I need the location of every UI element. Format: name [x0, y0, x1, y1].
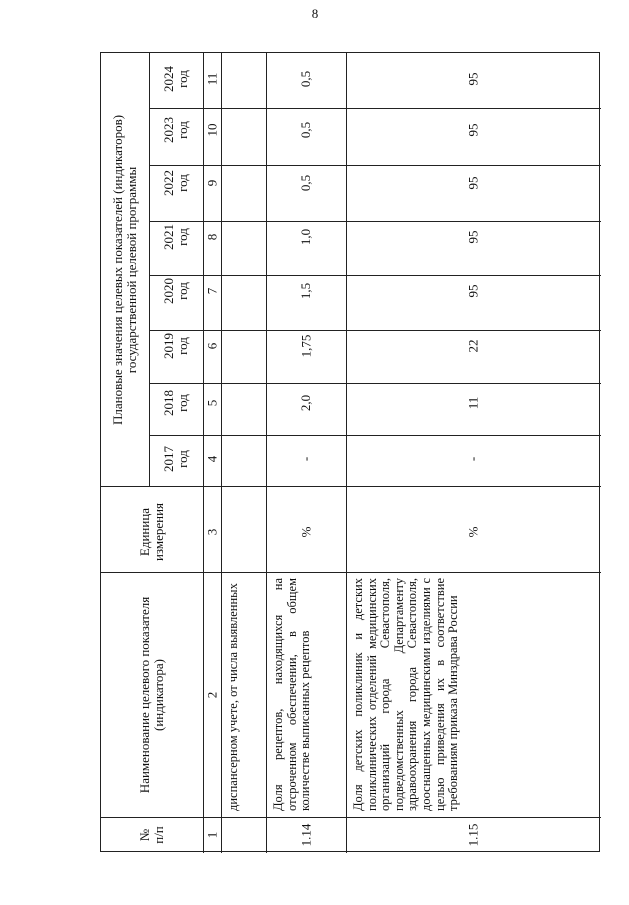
header-year-2017-text: год — [175, 449, 190, 468]
header-year-2020-text: год — [175, 282, 190, 300]
header-year-2024-text: год — [175, 69, 190, 88]
row-value-2021 — [346, 209, 601, 264]
numbering-cell-2-text: 2 — [204, 691, 219, 698]
row-number-text: 1.14 — [298, 823, 313, 847]
header-year-2024-text: 2024 — [161, 65, 176, 92]
header-unit — [101, 491, 203, 572]
numbering-cell-7-text: 7 — [204, 287, 219, 295]
header-name-text: (индикатора) — [151, 658, 166, 731]
row-value-2021 — [266, 209, 346, 264]
header-year-2024 — [149, 53, 203, 104]
row-value-2018-text: 11 — [465, 396, 481, 409]
row-name: Доля детских поликлиник и детских поликлинических отделений медицинских организаций города Севастополя, подведомственных Департаменту здравоохранения города Севастополя, дооснащенных медицинскими изделиями с целью приведения их в соответствие требованиям приказа Минздрава России — [351, 578, 461, 811]
numbering-cell-9 — [203, 156, 221, 209]
header-number-text: № — [137, 828, 152, 842]
row-value-2017 — [266, 431, 346, 486]
header-unit-text: Единица — [136, 507, 152, 556]
header-number-text: п/п — [151, 826, 166, 844]
numbering-cell-5-text: 5 — [204, 399, 219, 406]
row-value-2022-text: 95 — [465, 176, 481, 189]
row-value-2020 — [266, 264, 346, 318]
numbering-cell-1 — [203, 817, 221, 853]
row-unit-text: % — [298, 526, 313, 537]
row-value-2022 — [266, 156, 346, 209]
header-year-2021-text: 2021 — [161, 223, 176, 250]
header-year-2018-text: 2018 — [161, 389, 176, 416]
numbering-cell-2 — [203, 572, 221, 817]
row-value-2021-text: 1,0 — [298, 228, 313, 245]
numbering-cell-5 — [203, 374, 221, 431]
row-value-2017-text: - — [298, 456, 313, 461]
row-value-2023-text: 95 — [465, 123, 481, 137]
header-plan-title-text: Плановые значения целевых показателей (индикаторов) — [110, 114, 126, 425]
numbering-cell-6-text: 6 — [204, 342, 219, 350]
header-year-2022 — [149, 156, 203, 209]
row-value-2018 — [266, 374, 346, 431]
row-name: Доля рецептов, находящихся на отсроченном обеспечении, в общем количестве выписанных рецептов — [271, 578, 313, 811]
header-year-2023 — [149, 104, 203, 156]
numbering-cell-1-text: 1 — [204, 831, 219, 839]
row-value-2018-text: 2,0 — [298, 394, 313, 411]
header-plan-title-text: государственной целевой программы — [124, 166, 140, 373]
header-year-2023-text: год — [175, 121, 190, 139]
numbering-cell-3-text: 3 — [204, 528, 219, 535]
numbering-cell-7 — [203, 264, 221, 318]
header-year-2017 — [149, 431, 203, 486]
numbering-cell-11 — [203, 53, 221, 104]
header-year-2019-text: год — [175, 337, 190, 355]
numbering-cell-6 — [203, 318, 221, 374]
row-unit-text: % — [465, 526, 481, 537]
numbering-cell-4 — [203, 431, 221, 486]
header-year-2021 — [149, 209, 203, 264]
header-year-2019 — [149, 318, 203, 374]
row-value-2024 — [266, 53, 346, 104]
grid-line — [101, 486, 601, 487]
numbering-cell-9-text: 9 — [204, 179, 219, 186]
page-number: 8 — [311, 6, 319, 21]
numbering-cell-10-text: 10 — [204, 123, 219, 137]
header-year-2020-text: 2020 — [161, 278, 176, 304]
row-value-2019-text: 1,75 — [298, 334, 313, 358]
row-number — [346, 817, 601, 853]
header-year-2019-text: 2019 — [161, 333, 176, 359]
header-name — [101, 572, 203, 817]
row-value-2023-text: 0,5 — [298, 121, 313, 139]
numbering-cell-8 — [203, 209, 221, 264]
header-year-2022-text: год — [175, 173, 190, 192]
row-value-2018 — [346, 374, 601, 431]
row-unit — [346, 491, 601, 572]
numbering-cell-4-text: 4 — [204, 455, 219, 462]
row-value-2020-text: 1,5 — [298, 282, 313, 300]
header-year-2018 — [149, 374, 203, 431]
row-value-2023 — [266, 104, 346, 156]
header-year-2022-text: 2022 — [161, 169, 176, 196]
row-value-2019 — [346, 318, 601, 374]
row-value-2022-text: 0,5 — [298, 174, 313, 191]
header-year-2018-text: год — [175, 393, 190, 412]
indicator-table — [100, 52, 600, 852]
numbering-cell-8-text: 8 — [204, 233, 219, 240]
row-value-2024-text: 0,5 — [298, 70, 313, 87]
header-year-2023-text: 2023 — [161, 117, 176, 143]
header-name-text: Наименование целевого показателя — [137, 596, 152, 793]
row-value-2023 — [346, 104, 601, 156]
row-value-2022 — [346, 156, 601, 209]
header-year-2020 — [149, 264, 203, 318]
row-value-2020 — [346, 264, 601, 318]
numbering-cell-3 — [203, 491, 221, 572]
numbering-cell-10 — [203, 104, 221, 156]
row-value-2020-text: 95 — [465, 284, 481, 298]
header-year-2017-text: 2017 — [161, 445, 176, 472]
row-value-2024 — [346, 53, 601, 104]
numbering-cell-11-text: 11 — [204, 72, 219, 85]
row-value-2017 — [346, 431, 601, 486]
header-unit-text: измерения — [150, 502, 166, 561]
row-value-2024-text: 95 — [465, 72, 481, 85]
header-year-2021-text: год — [175, 227, 190, 246]
row-unit — [266, 491, 346, 572]
header-plan-title — [101, 53, 149, 486]
row-value-2021-text: 95 — [465, 230, 481, 243]
row-number-text: 1.15 — [465, 823, 481, 847]
row-name: диспансерном учете, от числа выявленных — [226, 583, 240, 811]
row-value-2019-text: 22 — [465, 339, 481, 353]
row-value-2019 — [266, 318, 346, 374]
header-number — [101, 817, 203, 853]
row-number — [266, 817, 346, 853]
grid-line — [221, 53, 222, 853]
row-value-2017-text: - — [465, 456, 481, 461]
